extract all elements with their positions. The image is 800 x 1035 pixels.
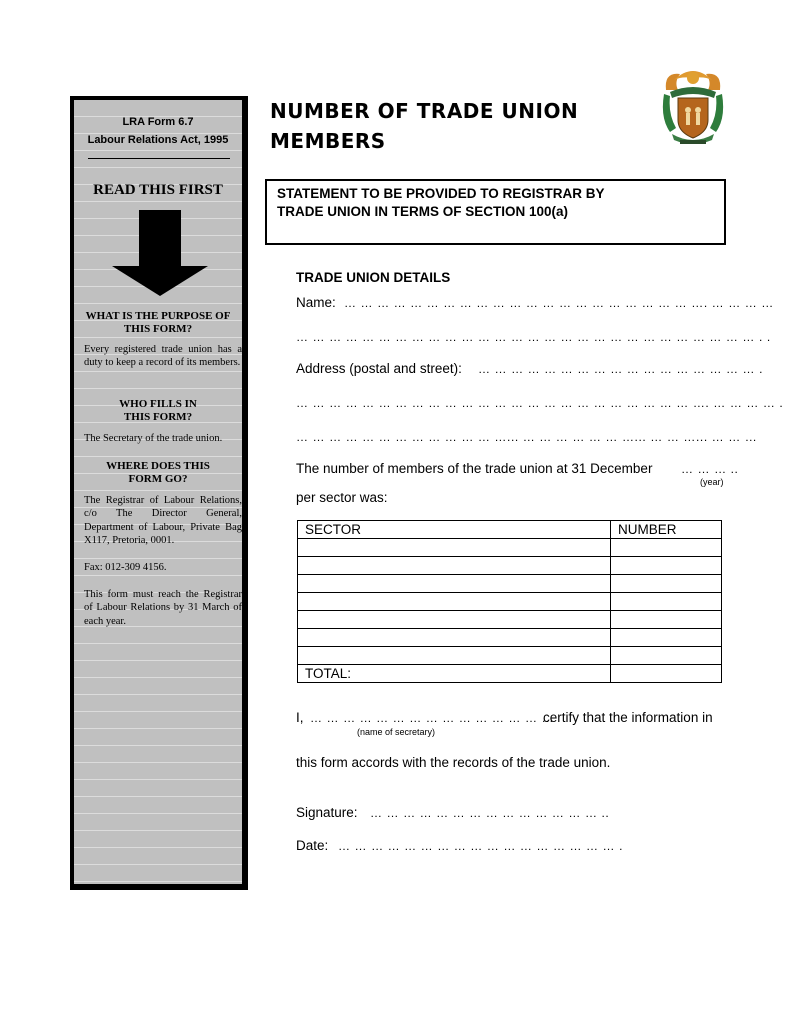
name-label: Name: bbox=[296, 295, 336, 310]
table-header-row bbox=[298, 521, 722, 539]
table-row[interactable] bbox=[298, 629, 722, 647]
sector-table bbox=[297, 520, 722, 683]
sidebar-divider bbox=[88, 158, 230, 159]
per-sector-text: per sector was: bbox=[296, 490, 388, 505]
statement-line2: TRADE UNION IN TERMS OF SECTION 100(a) bbox=[277, 204, 569, 219]
certify-prefix: I, bbox=[296, 710, 304, 725]
where-text: The Registrar of Labour Relations, c/o The Director General, Department of Labour, Private Bag X117, Pretoria, 0001. bbox=[84, 495, 242, 547]
purpose-text: Every registered trade union has a duty to keep a record of its members. bbox=[84, 344, 242, 369]
statement-line1: STATEMENT TO BE PROVIDED TO REGISTRAR BY bbox=[277, 186, 605, 201]
number-cell[interactable] bbox=[611, 539, 722, 557]
number-cell[interactable] bbox=[611, 593, 722, 611]
address-field-line3[interactable]: … … … … … … … … … … … … …... … … … … … … …... … … …... … … … bbox=[296, 430, 758, 444]
number-cell[interactable] bbox=[611, 557, 722, 575]
instructions-sidebar bbox=[70, 96, 248, 890]
fax-number: Fax: 012-309 4156. bbox=[84, 562, 167, 573]
who-heading-line1: WHO FILLS IN bbox=[119, 398, 197, 410]
certify-line2: this form accords with the records of the trade union. bbox=[296, 755, 611, 770]
sector-cell[interactable] bbox=[298, 611, 611, 629]
number-cell[interactable] bbox=[611, 647, 722, 665]
sector-cell[interactable] bbox=[298, 593, 611, 611]
number-cell[interactable] bbox=[611, 575, 722, 593]
where-heading-line2: FORM GO? bbox=[128, 473, 188, 485]
address-field-line2[interactable]: … … … … … … … … … … … … … … … … … … … … … … … … …. … … … … . bbox=[296, 396, 784, 410]
year-field[interactable]: … … … .. bbox=[681, 462, 739, 476]
page-title bbox=[270, 96, 578, 156]
title-line2: MEMBERS bbox=[270, 129, 386, 153]
read-first-heading: READ THIS FIRST bbox=[93, 182, 223, 198]
total-number-cell[interactable] bbox=[611, 665, 722, 683]
who-text: The Secretary of the trade union. bbox=[84, 433, 223, 444]
members-text: The number of members of the trade union at 31 December bbox=[296, 461, 653, 476]
sector-cell[interactable] bbox=[298, 539, 611, 557]
total-label: TOTAL: bbox=[298, 665, 611, 683]
address-label: Address (postal and street): bbox=[296, 361, 462, 376]
secretary-name-hint: (name of secretary) bbox=[357, 727, 436, 737]
number-cell[interactable] bbox=[611, 611, 722, 629]
table-row[interactable] bbox=[298, 647, 722, 665]
down-arrow-icon bbox=[110, 210, 210, 296]
date-field[interactable]: … … … … … … … … … … … … … … … … … . bbox=[338, 839, 624, 853]
purpose-heading-line1: WHAT IS THE PURPOSE OF bbox=[85, 310, 231, 322]
number-header: NUMBER bbox=[611, 521, 722, 539]
table-row[interactable] bbox=[298, 593, 722, 611]
act-name: Labour Relations Act, 1995 bbox=[87, 134, 229, 146]
table-row[interactable] bbox=[298, 611, 722, 629]
total-row[interactable] bbox=[298, 665, 722, 683]
certify-suffix: certify that the information in bbox=[543, 710, 713, 725]
year-hint: (year) bbox=[700, 477, 724, 487]
form-number: LRA Form 6.7 bbox=[122, 116, 194, 128]
signature-field[interactable]: … … … … … … … … … … … … … … .. bbox=[370, 806, 610, 820]
sector-cell[interactable] bbox=[298, 629, 611, 647]
sector-cell[interactable] bbox=[298, 647, 611, 665]
sector-header: SECTOR bbox=[298, 521, 611, 539]
name-field-line2[interactable]: … … … … … … … … … … … … … … … … … … … … … … … … … … … … . . bbox=[296, 330, 771, 344]
title-line1: NUMBER OF TRADE UNION bbox=[270, 99, 579, 123]
table-row[interactable] bbox=[298, 539, 722, 557]
sector-cell[interactable] bbox=[298, 557, 611, 575]
sector-cell[interactable] bbox=[298, 575, 611, 593]
who-heading-line2: THIS FORM? bbox=[123, 411, 193, 423]
details-heading: TRADE UNION DETAILS bbox=[296, 270, 451, 285]
deadline-text: This form must reach the Registrar of Labour Relations by 31 March of each year. bbox=[84, 589, 242, 627]
name-field[interactable]: … … … … … … … … … … … … … … … … … … … … … …. … … … … bbox=[344, 296, 774, 310]
purpose-heading-line2: THIS FORM? bbox=[123, 323, 193, 335]
where-heading-line1: WHERE DOES THIS bbox=[106, 460, 210, 472]
signature-label: Signature: bbox=[296, 805, 358, 820]
table-row[interactable] bbox=[298, 557, 722, 575]
address-field[interactable]: … … … … … … … … … … … … … … … … … . bbox=[478, 362, 764, 376]
number-cell[interactable] bbox=[611, 629, 722, 647]
date-label: Date: bbox=[296, 838, 329, 853]
coat-of-arms-emblem bbox=[660, 68, 726, 144]
statement-box bbox=[265, 179, 726, 245]
secretary-name-field[interactable]: … … … … … … … … … … … … … … … bbox=[310, 711, 555, 725]
table-row[interactable] bbox=[298, 575, 722, 593]
